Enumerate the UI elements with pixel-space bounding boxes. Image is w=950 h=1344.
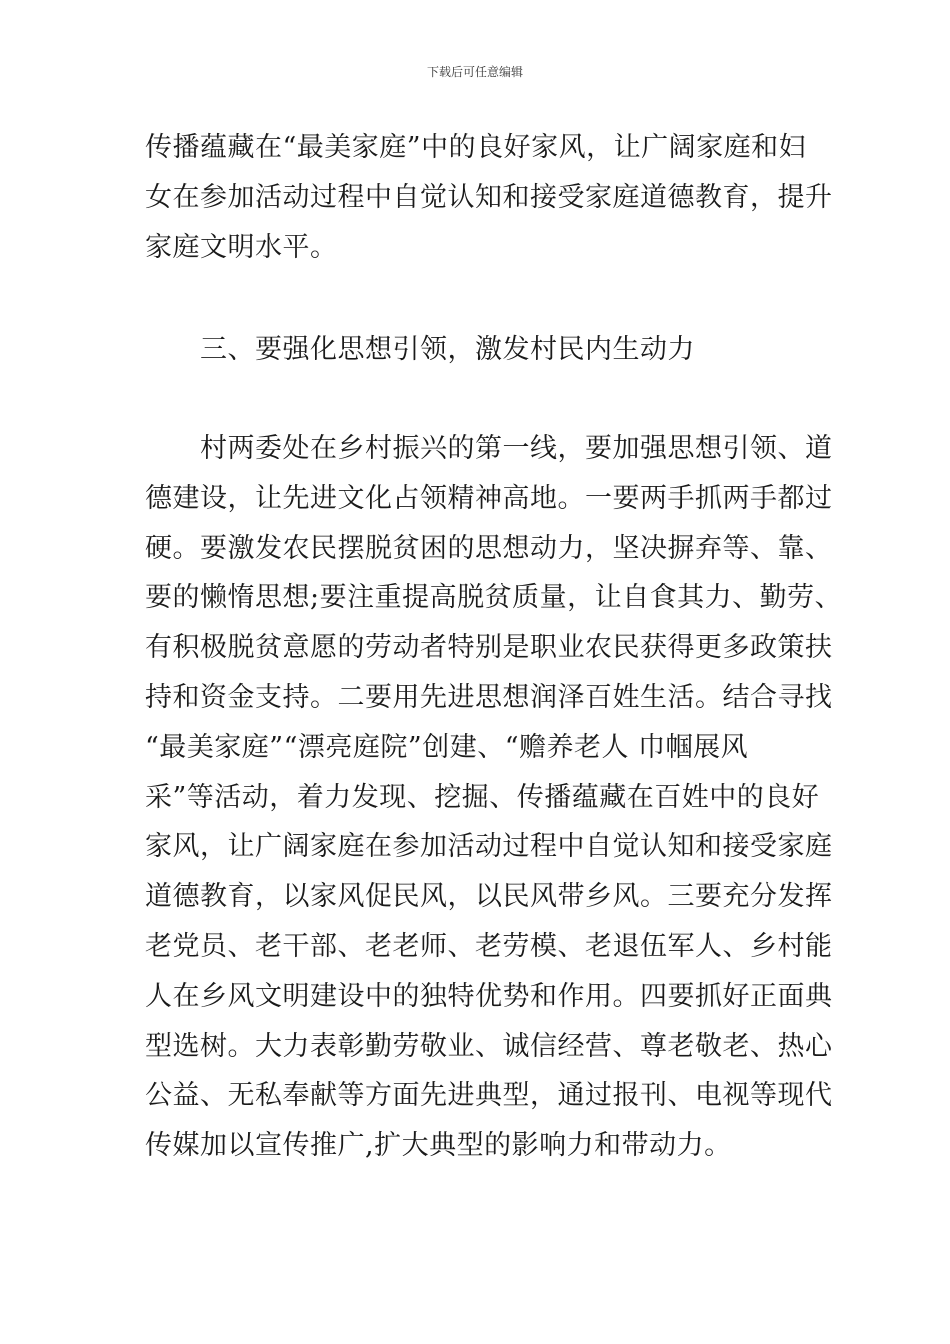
page-header: 下载后可任意编辑	[426, 65, 523, 79]
text-line: 家庭文明水平。	[145, 231, 338, 263]
paragraph-village-committee	[145, 424, 843, 1171]
text-line: 公益、无私奉献等方面先进典型，通过报刊、电视等现代	[145, 1080, 833, 1112]
text-line: 德建设，让先进文化占领精神高地。一要两手抓两手都过	[145, 482, 833, 514]
text-line: 传播蕴藏在“最美家庭”中的良好家风，让广阔家庭和妇	[145, 132, 807, 163]
text-line: 家风，让广阔家庭在参加活动过程中自觉认知和接受家庭	[145, 831, 833, 863]
section-heading-text: 三、要强化思想引领，激发村民内生动力	[145, 334, 695, 365]
text-line: 女在参加活动过程中自觉认知和接受家庭道德教育，提升	[145, 181, 833, 213]
text-line: 型选树。大力表彰勤劳敬业、诚信经营、尊老敬老、热心	[145, 1030, 833, 1062]
text-line: 传媒加以宣传推广,扩大典型的影响力和带动力。	[145, 1130, 732, 1162]
paragraph-family-values	[145, 123, 833, 272]
text-line: 道德教育，以家风促民风，以民风带乡风。三要充分发挥	[145, 881, 833, 913]
text-line: “最美家庭”“漂亮庭院”创建、“赡养老人 巾帼展风	[145, 731, 749, 763]
text-line: 持和资金支持。二要用先进思想润泽百姓生活。结合寻找	[145, 681, 833, 713]
text-line: 采”等活动，着力发现、挖掘、传播蕴藏在百姓中的良好	[145, 781, 820, 813]
text-line: 村两委处在乡村振兴的第一线，要加强思想引领、道	[145, 433, 833, 464]
text-line: 老党员、老干部、老老师、老劳模、老退伍军人、乡村能	[145, 930, 833, 962]
text-line: 有积极脱贫意愿的劳动者特别是职业农民获得更多政策扶	[145, 632, 833, 664]
text-line: 要的懒惰思想;要注重提高脱贫质量，让自食其力、勤劳、	[145, 582, 843, 614]
text-line: 硬。要激发农民摆脱贫困的思想动力，坚决摒弃等、靠、	[145, 532, 833, 564]
text-line: 人在乡风文明建设中的独特优势和作用。四要抓好正面典	[145, 980, 833, 1012]
section-heading	[145, 325, 810, 375]
